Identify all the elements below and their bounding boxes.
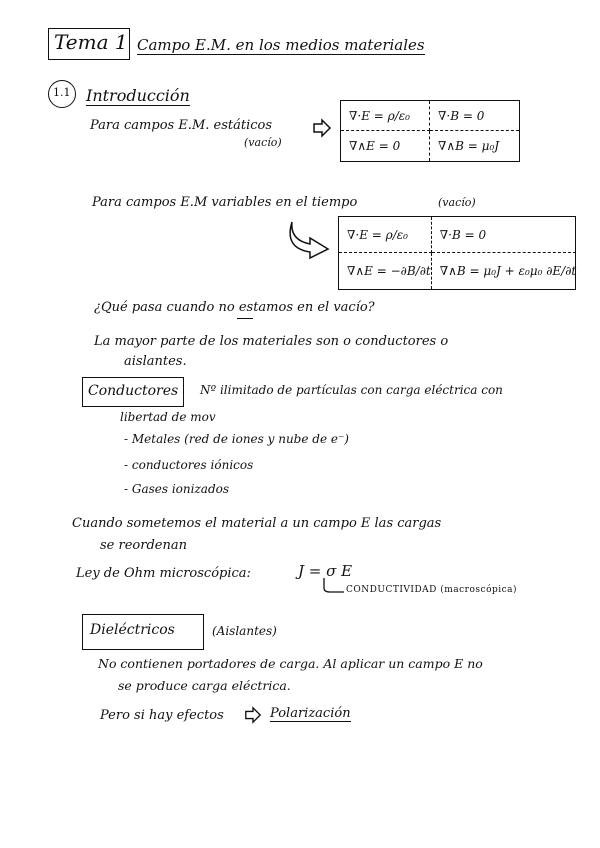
chapter-title: Campo E.M. en los medios materiales: [137, 36, 425, 54]
conductores-item-2: - conductores iónicos: [124, 458, 254, 472]
static-fields-note: (vacío): [244, 136, 282, 149]
conductores-item-3: - Gases ionizados: [124, 482, 230, 496]
ohm-label: Ley de Ohm microscópica:: [76, 566, 251, 581]
variable-eq-div-b: ∇·B = 0: [432, 217, 576, 253]
dielectricos-line-2: se produce carga eléctrica.: [118, 678, 291, 693]
curved-arrow-icon: [288, 218, 334, 258]
variable-fields-note: (vacío): [438, 196, 476, 209]
dielectricos-label: Dieléctricos: [90, 622, 175, 638]
conductores-desc-line-2: libertad de mov: [120, 410, 216, 424]
conductores-label: Conductores: [88, 383, 179, 399]
ohm-formula: J = σ E: [298, 562, 353, 580]
section-title: Introducción: [86, 86, 190, 105]
variable-eq-curl-e: ∇∧E = −∂B/∂t: [339, 253, 432, 289]
dielectricos-effects-label: Pero si hay efectos: [100, 708, 224, 723]
variable-eq-curl-b: ∇∧B = μ₀J + ε₀μ₀ ∂E/∂t: [439, 264, 577, 278]
static-eq-curl-e: ∇∧E = 0: [341, 131, 430, 161]
variable-maxwell-table: [338, 216, 576, 290]
dielectricos-line-1: No contienen portadores de carga. Al aplicar un campo E no: [98, 656, 483, 671]
variable-eq-div-e: ∇·E = ρ/ε₀: [339, 217, 432, 253]
arrow-right-icon: [312, 118, 332, 138]
variable-fields-line: Para campos E.M variables en el tiempo: [92, 195, 358, 210]
conductores-item-1: - Metales (red de iones y nube de e⁻): [124, 432, 349, 446]
polarizacion-label: Polarización: [270, 706, 351, 721]
arrow-right-icon: [244, 706, 262, 724]
conductores-desc-line-1: Nº ilimitado de partículas con carga eléctrica con: [200, 383, 503, 397]
materials-line-2: aislantes.: [124, 354, 187, 369]
ohm-note: CONDUCTIVIDAD (macroscópica): [346, 585, 518, 595]
ohm-bracket-arrow: [322, 578, 346, 596]
static-maxwell-table: [340, 100, 520, 162]
dielectricos-note: (Aislantes): [212, 624, 277, 638]
vacuum-question: ¿Qué pasa cuando no estamos en el vacío?: [94, 300, 375, 315]
field-reorder-line-2: se reordenan: [100, 538, 187, 553]
question-no-underline: [237, 318, 253, 319]
tema-label: Tema 1: [54, 30, 128, 54]
materials-line-1: La mayor parte de los materiales son o conductores o: [94, 334, 449, 349]
section-number: 1.1: [53, 86, 71, 99]
static-eq-div-b: ∇·B = 0: [430, 101, 519, 131]
field-reorder-line-1: Cuando sometemos el material a un campo E las cargas: [72, 516, 442, 531]
static-eq-curl-b: ∇∧B = μ₀J: [438, 139, 500, 153]
static-fields-line: Para campos E.M. estáticos: [90, 118, 273, 133]
static-eq-div-e: ∇·E = ρ/ε₀: [341, 101, 430, 131]
